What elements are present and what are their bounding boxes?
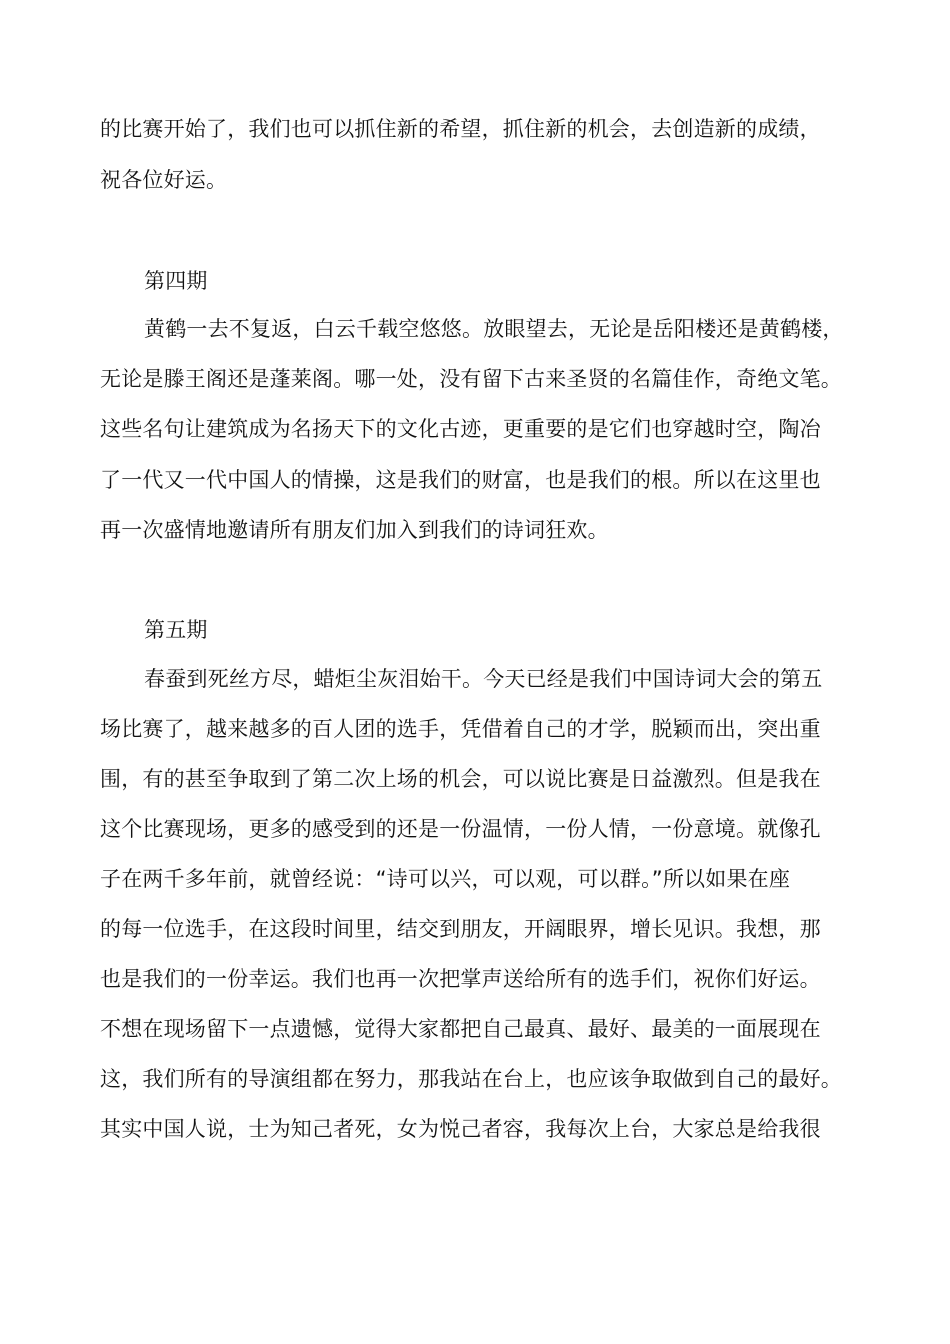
- paragraph-line: 无论是滕王阁还是蓬莱阁。哪一处，没有留下古来圣贤的名篇佳作，奇绝文笔。: [100, 367, 842, 391]
- paragraph-line: 这些名句让建筑成为名扬天下的文化古迹，更重要的是它们也穿越时空，陶冶: [100, 417, 821, 441]
- paragraph-line: 子在两千多年前，就曾经说：“诗可以兴，可以观，可以群。”所以如果在座: [100, 867, 791, 891]
- paragraph-line: 了一代又一代中国人的情操，这是我们的财富，也是我们的根。所以在这里也: [100, 468, 821, 492]
- paragraph-line: 这个比赛现场，更多的感受到的还是一份温情，一份人情，一份意境。就像孔: [100, 817, 821, 841]
- paragraph-line: 这，我们所有的导演组都在努力，那我站在台上，也应该争取做到自己的最好。: [100, 1067, 842, 1091]
- section-heading: 第四期: [144, 269, 208, 293]
- section-heading: 第五期: [144, 618, 208, 642]
- paragraph-line: 场比赛了，越来越多的百人团的选手，凭借着自己的才学，脱颖而出，突出重: [100, 717, 821, 741]
- paragraph-line: 再一次盛情地邀请所有朋友们加入到我们的诗词狂欢。: [100, 518, 609, 542]
- paragraph-line: 春蚕到死丝方尽，蜡炬尘灰泪始干。今天已经是我们中国诗词大会的第五: [144, 667, 823, 691]
- paragraph-line: 的比赛开始了，我们也可以抓住新的希望，抓住新的机会，去创造新的成绩，: [100, 117, 821, 141]
- paragraph-line: 黄鹤一去不复返，白云千载空悠悠。放眼望去，无论是岳阳楼还是黄鹤楼，: [144, 317, 844, 341]
- paragraph-line: 不想在现场留下一点遗憾，觉得大家都把自己最真、最好、最美的一面展现在: [100, 1017, 821, 1041]
- paragraph-line: 也是我们的一份幸运。我们也再一次把掌声送给所有的选手们，祝你们好运。: [100, 967, 821, 991]
- paragraph-line: 的每一位选手，在这段时间里，结交到朋友，开阔眼界，增长见识。我想，那: [100, 917, 821, 941]
- paragraph-line: 围，有的甚至争取到了第二次上场的机会，可以说比赛是日益激烈。但是我在: [100, 767, 821, 791]
- paragraph-line: 其实中国人说，士为知己者死，女为悦己者容，我每次上台，大家总是给我很: [100, 1117, 821, 1141]
- paragraph-line: 祝各位好运。: [100, 168, 228, 192]
